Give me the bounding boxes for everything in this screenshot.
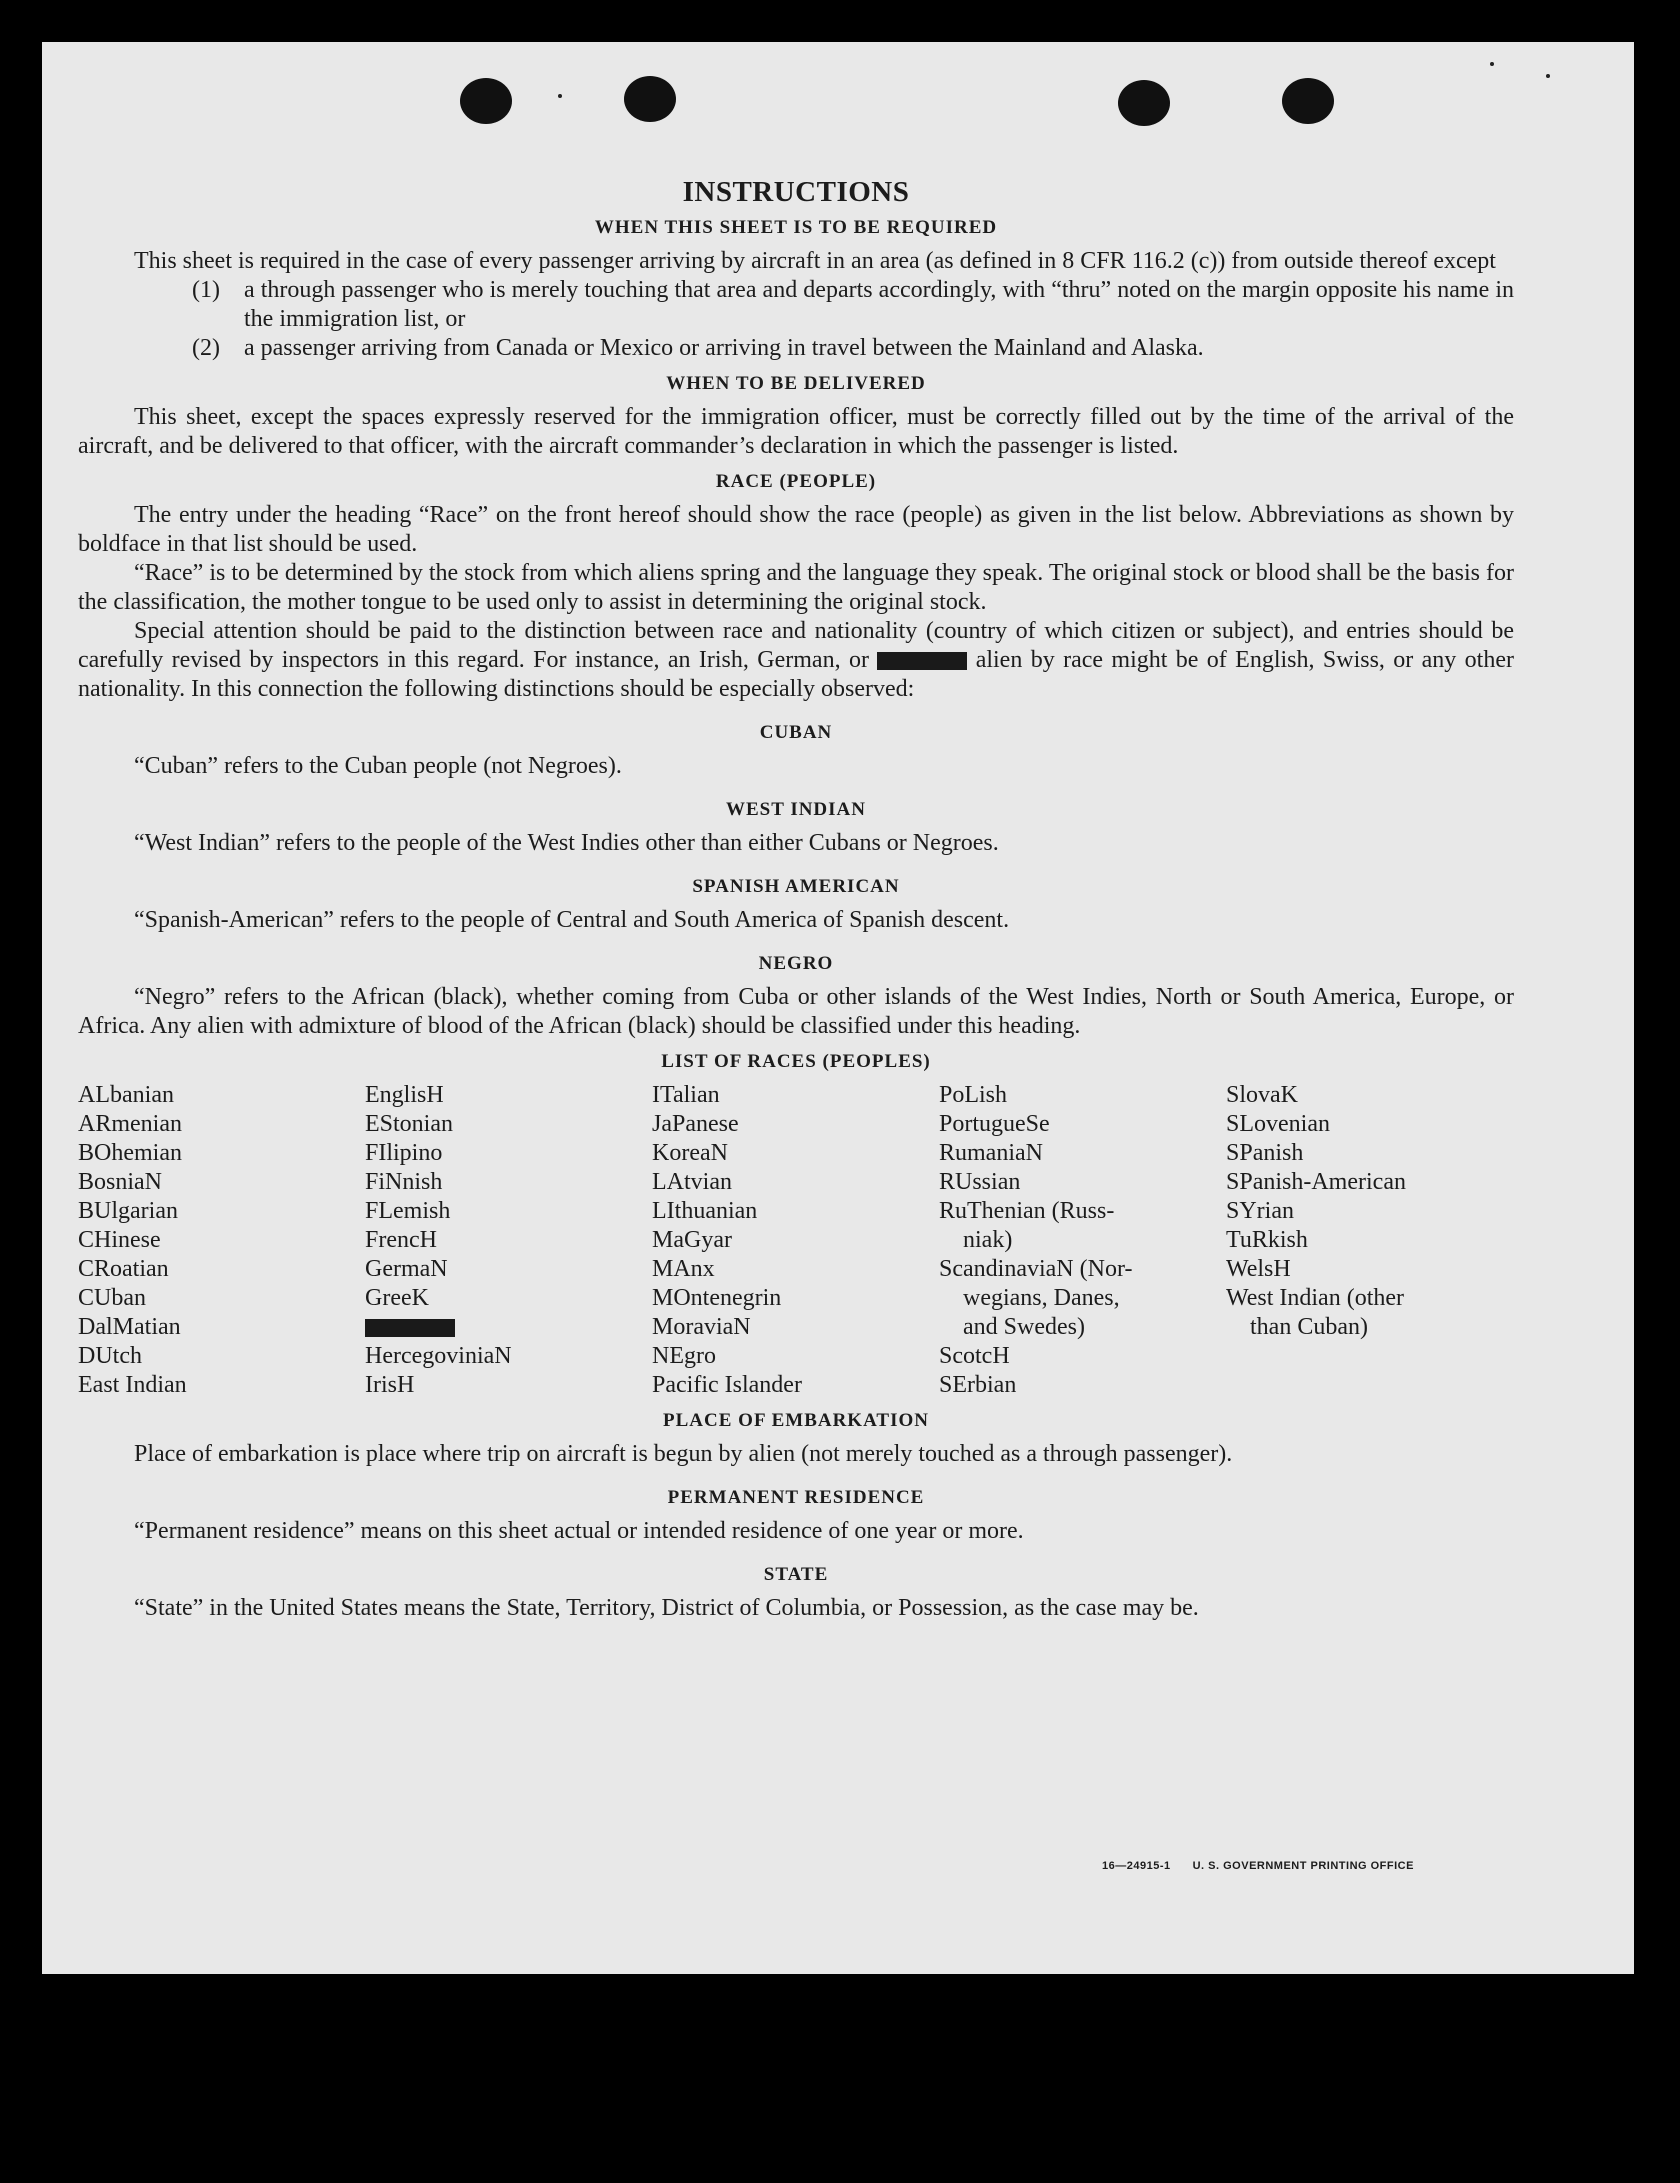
item-text: a passenger arriving from Canada or Mexico or arriving in travel between the Mainland and Alaska. xyxy=(244,335,1204,361)
item-text: a through passenger who is merely touching that area and departs accordingly, with “thru” noted on the margin opposite his name in the immigration list, or xyxy=(244,277,1514,332)
form-number: 16—24915-1 xyxy=(1102,1860,1171,1872)
race-entry: ScotcH xyxy=(939,1343,1010,1369)
race-entry: SPanish-American xyxy=(1226,1169,1406,1195)
race-entry: EStonian xyxy=(365,1111,453,1137)
redaction-mark xyxy=(365,1319,455,1337)
race-entry: LIthuanian xyxy=(652,1198,758,1224)
race-entry: MaGyar xyxy=(652,1227,732,1253)
speck xyxy=(1490,62,1494,66)
race-entry: GermaN xyxy=(365,1256,448,1282)
race-entry: RumaniaN xyxy=(939,1140,1043,1166)
item-number: (1) xyxy=(192,277,220,303)
punch-hole xyxy=(1282,78,1334,124)
race-entry: BUlgarian xyxy=(78,1198,178,1224)
race-entry: KoreaN xyxy=(652,1140,728,1166)
race-entry: IrisH xyxy=(365,1372,415,1398)
race-entry: GreeK xyxy=(365,1285,429,1311)
race-entry: than Cuban) xyxy=(1250,1314,1368,1340)
instructions-content xyxy=(78,178,1514,1623)
race-entry: CUban xyxy=(78,1285,146,1311)
race-entry: PortugueSe xyxy=(939,1111,1050,1137)
exception-item xyxy=(192,276,1514,334)
race-entry: DUtch xyxy=(78,1343,142,1369)
race-entry: SlovaK xyxy=(1226,1082,1298,1108)
race-entry: West Indian (other xyxy=(1226,1285,1405,1311)
race-entry: JaPanese xyxy=(652,1111,739,1137)
races-column xyxy=(939,1081,1226,1400)
race-paragraph-part: alien by race might be of English, Swiss, or any other nationality. In this connection the following distinctions should be especially observed: xyxy=(78,647,1514,702)
heading-spanish-american: SPANISH AMERICAN xyxy=(692,876,900,897)
race-entry: NEgro xyxy=(652,1343,716,1369)
race-entry: ALbanian xyxy=(78,1082,174,1108)
speck xyxy=(558,94,562,98)
punch-hole xyxy=(460,78,512,124)
race-entry: WelsH xyxy=(1226,1256,1291,1282)
race-entry: HercegoviniaN xyxy=(365,1343,512,1369)
heading-when-required: WHEN THIS SHEET IS TO BE REQUIRED xyxy=(594,217,998,238)
heading-residence: PERMANENT RESIDENCE xyxy=(667,1487,925,1508)
heading-list-of-races: LIST OF RACES (PEOPLES) xyxy=(661,1051,931,1072)
race-entry: TuRkish xyxy=(1226,1227,1308,1253)
negro-text: “Negro” refers to the African (black), whether coming from Cuba or other islands of the West Indies, North or South America, Europe, or Africa. Any alien with admixture of blood of the African (black) should be classified under this heading. xyxy=(78,984,1514,1039)
race-entry: and Swedes) xyxy=(963,1314,1085,1340)
race-entry: FrencH xyxy=(365,1227,437,1253)
west-indian-text: “West Indian” refers to the people of the West Indies other than either Cubans or Negroes. xyxy=(134,830,999,856)
races-list xyxy=(78,1081,1514,1400)
heading-when-delivered: WHEN TO BE DELIVERED xyxy=(666,373,926,394)
race-entry: MAnx xyxy=(652,1256,715,1282)
race-entry: PoLish xyxy=(939,1082,1008,1108)
page-title: INSTRUCTIONS xyxy=(682,176,910,208)
race-entry: SPanish xyxy=(1226,1140,1304,1166)
race-entry: ITalian xyxy=(652,1082,720,1108)
race-entry: RUssian xyxy=(939,1169,1021,1195)
heading-cuban: CUBAN xyxy=(759,722,833,743)
race-entry: MoraviaN xyxy=(652,1314,751,1340)
when-required-intro: This sheet is required in the case of every passenger arriving by aircraft in an area (as defined in 8 CFR 116.2 (c)) from outside thereof except xyxy=(134,248,1496,274)
race-entry: ScandinaviaN (Nor- xyxy=(939,1256,1133,1282)
race-entry: FLemish xyxy=(365,1198,451,1224)
race-paragraph-part: Special attention should be paid to the distinction between race and nationality (country of which citizen or subject), and entries should be carefully revised by inspectors in this regard. For instance, an Irish, German, or xyxy=(78,618,1514,673)
heading-embarkation: PLACE OF EMBARKATION xyxy=(663,1410,929,1431)
speck xyxy=(1546,74,1550,78)
printer-name: U. S. GOVERNMENT PRINTING OFFICE xyxy=(1192,1860,1414,1872)
race-entry: FIlipino xyxy=(365,1140,443,1166)
race-entry: ARmenian xyxy=(78,1111,182,1137)
race-entry: SYrian xyxy=(1226,1198,1294,1224)
race-entry: LAtvian xyxy=(652,1169,732,1195)
race-paragraph: The entry under the heading “Race” on the front hereof should show the race (people) as given in the list below. Abbreviations as shown by boldface in that list should be used. xyxy=(78,502,1514,557)
races-column xyxy=(78,1081,365,1400)
race-entry: EnglisH xyxy=(365,1082,444,1108)
state-text: “State” in the United States means the State, Territory, District of Columbia, or Possession, as the case may be. xyxy=(134,1595,1199,1621)
heading-negro: NEGRO xyxy=(758,953,834,974)
race-entry: CHinese xyxy=(78,1227,161,1253)
punch-hole xyxy=(1118,80,1170,126)
races-column xyxy=(1226,1081,1513,1400)
exception-item xyxy=(192,334,1514,363)
race-entry: BosniaN xyxy=(78,1169,162,1195)
print-footer xyxy=(1102,1860,1414,1872)
spanish-american-text: “Spanish-American” refers to the people of Central and South America of Spanish descent. xyxy=(134,907,1010,933)
punch-hole xyxy=(624,76,676,122)
race-entry: DalMatian xyxy=(78,1314,181,1340)
race-entry: wegians, Danes, xyxy=(963,1285,1120,1311)
race-entry: SErbian xyxy=(939,1372,1017,1398)
race-entry: niak) xyxy=(963,1227,1013,1253)
heading-race: RACE (PEOPLE) xyxy=(715,471,877,492)
races-column xyxy=(652,1081,939,1400)
race-paragraph: “Race” is to be determined by the stock from which aliens spring and the language they speak. The original stock or blood shall be the basis for the classification, the mother tongue to be used only to assist in determining the original stock. xyxy=(78,560,1514,615)
race-entry: MOntenegrin xyxy=(652,1285,782,1311)
race-entry: SLovenian xyxy=(1226,1111,1330,1137)
race-entry: BOhemian xyxy=(78,1140,182,1166)
race-entry: CRoatian xyxy=(78,1256,169,1282)
item-number: (2) xyxy=(192,335,220,361)
race-paragraph xyxy=(78,617,1514,704)
races-column xyxy=(365,1081,652,1400)
embarkation-text: Place of embarkation is place where trip on aircraft is begun by alien (not merely touched as a through passenger). xyxy=(134,1441,1233,1467)
heading-west-indian: WEST INDIAN xyxy=(726,799,866,820)
residence-text: “Permanent residence” means on this sheet actual or intended residence of one year or more. xyxy=(134,1518,1024,1544)
cuban-text: “Cuban” refers to the Cuban people (not Negroes). xyxy=(134,753,622,779)
race-entry: RuThenian (Russ- xyxy=(939,1198,1115,1224)
race-entry: East Indian xyxy=(78,1372,187,1398)
document-page xyxy=(42,42,1634,1974)
heading-state: STATE xyxy=(763,1564,829,1585)
when-delivered-text: This sheet, except the spaces expressly reserved for the immigration officer, must be correctly filled out by the time of the arrival of the aircraft, and be delivered to that officer, with the aircraft commander’s declaration in which the passenger is listed. xyxy=(78,404,1514,459)
race-entry: Pacific Islander xyxy=(652,1372,802,1398)
redaction-mark xyxy=(877,652,967,670)
race-entry xyxy=(365,1313,652,1342)
race-entry: FiNnish xyxy=(365,1169,443,1195)
